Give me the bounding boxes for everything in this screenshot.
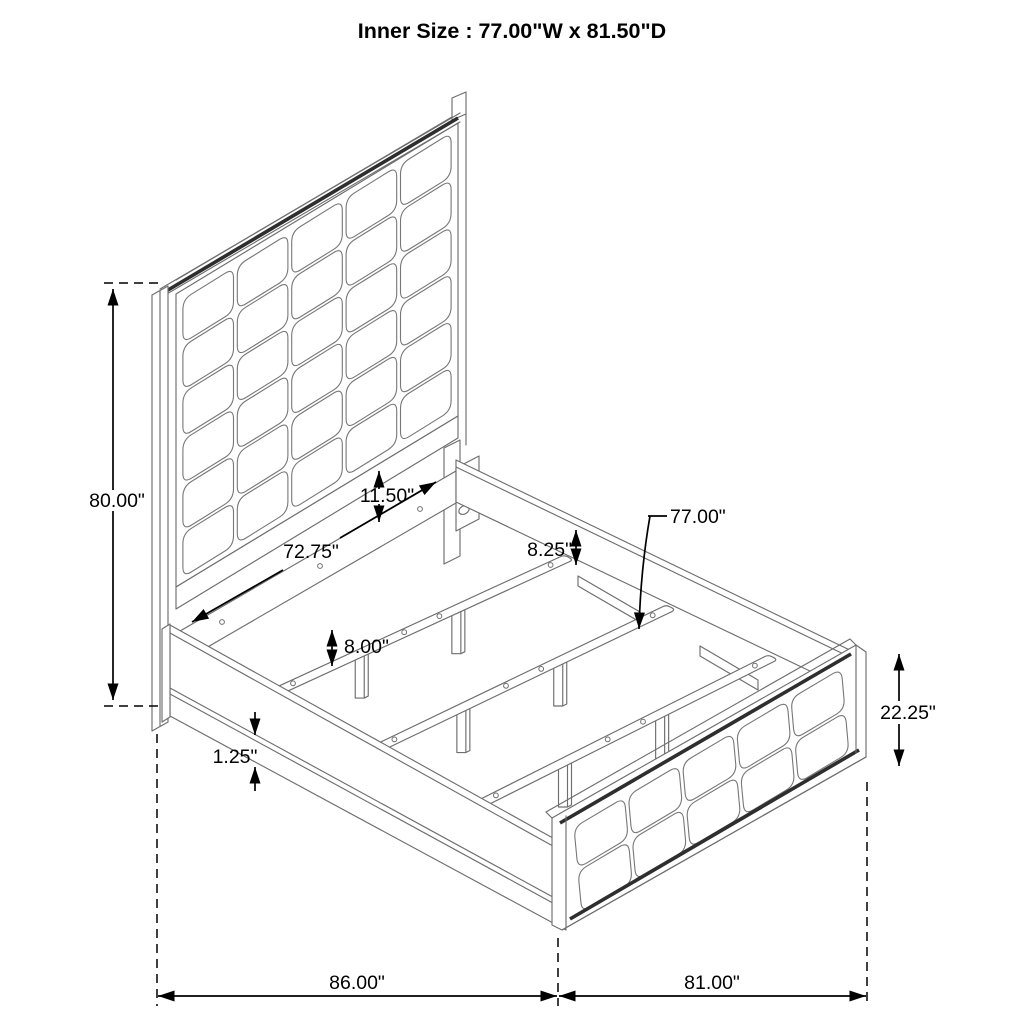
- left-rail-end-cap: [162, 624, 170, 722]
- screw: [291, 681, 296, 686]
- screw: [641, 719, 646, 724]
- screw: [539, 667, 544, 672]
- screw: [650, 613, 655, 618]
- dim-headboard-height: [89, 283, 160, 706]
- dim-label-footboard-height: 22.25": [880, 702, 936, 724]
- screw: [392, 737, 397, 742]
- dim-label-slat-width: 77.00": [670, 506, 726, 528]
- screw: [318, 564, 323, 569]
- dim-label-headboard-inner-width: 72.75": [283, 541, 339, 563]
- footboard-top-left-edge: [546, 812, 552, 818]
- dim-label-slat-leg-height: 8.00": [344, 636, 389, 658]
- screw: [418, 507, 423, 512]
- bed-frame-drawing: [152, 92, 866, 930]
- screw: [220, 620, 225, 625]
- dim-label-overall-depth: 86.00": [329, 972, 385, 994]
- dim-label-headboard-height: 80.00": [89, 490, 145, 512]
- footboard: [546, 639, 866, 930]
- dim-label-side-rail-height: 8.25": [527, 539, 572, 561]
- screw: [402, 630, 407, 635]
- left-rail-molding-lower: [170, 694, 562, 908]
- screw: [548, 563, 553, 568]
- diagram-title: Inner Size : 77.00"W x 81.50"D: [357, 19, 667, 43]
- screw: [605, 737, 610, 742]
- right-rail-top-edge: [456, 467, 858, 661]
- dim-label-headboard-gap: 11.50": [359, 485, 415, 507]
- dim-label-rail-edge-thickness: 1.25": [212, 746, 258, 768]
- dim-footboard-height: [880, 654, 936, 766]
- screw: [504, 683, 509, 688]
- screw: [753, 663, 758, 668]
- screw: [494, 793, 499, 798]
- screw: [437, 614, 442, 619]
- dim-label-overall-width: 81.00": [684, 972, 740, 994]
